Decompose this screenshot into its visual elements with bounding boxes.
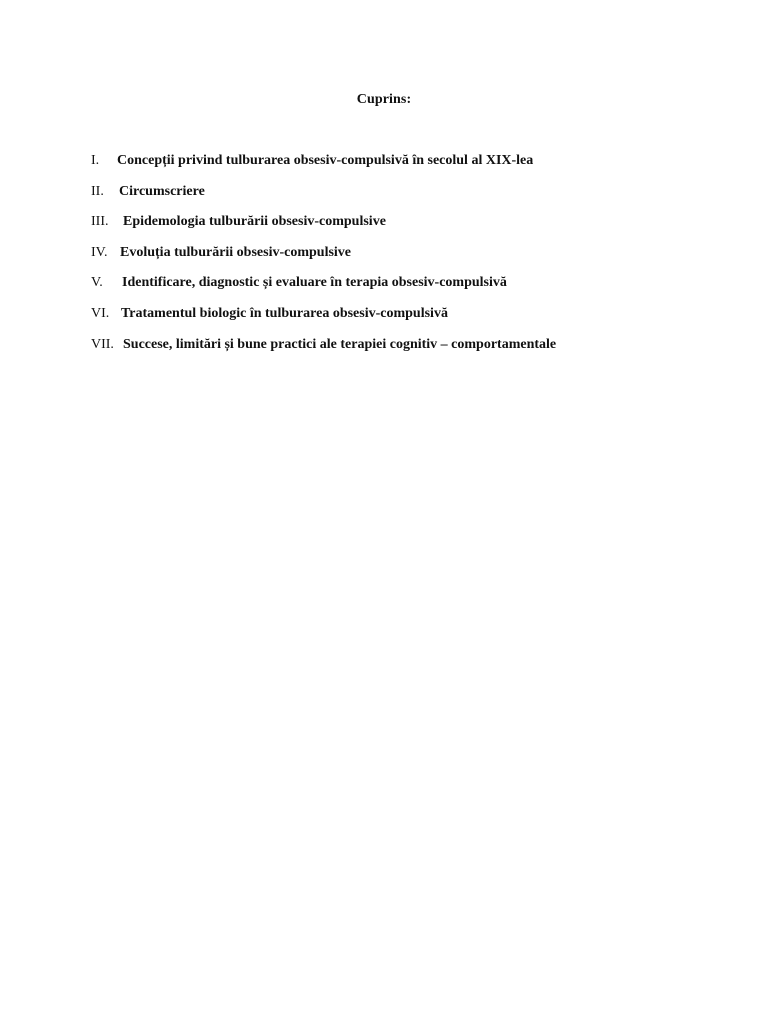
- toc-item-text: Tratamentul biologic în tulburarea obsesiv-compulsivă: [121, 305, 448, 321]
- toc-item-6: [91, 306, 711, 337]
- toc-item-text: Circumscriere: [119, 183, 205, 199]
- toc-item-5: [91, 275, 711, 306]
- toc-title: Cuprins:: [356, 92, 412, 107]
- table-of-contents: [91, 153, 711, 367]
- toc-item-text: Succese, limitări și bune practici ale terapiei cognitiv – comportamentale: [123, 336, 557, 352]
- toc-item-2: [91, 184, 711, 215]
- toc-item-text: Epidemologia tulburării obsesiv-compulsive: [123, 214, 386, 230]
- toc-item-7: [91, 337, 711, 368]
- toc-item-number: II.: [91, 183, 104, 199]
- toc-item-text: Evoluția tulburării obsesiv-compulsive: [120, 244, 352, 260]
- toc-item-number: VII.: [91, 336, 114, 352]
- toc-item-number: V.: [91, 275, 103, 291]
- toc-item-3: [91, 214, 711, 245]
- toc-item-number: I.: [91, 153, 100, 168]
- toc-item-text: Identificare, diagnostic și evaluare în terapia obsesiv-compulsivă: [122, 275, 507, 291]
- toc-item-4: [91, 245, 711, 276]
- toc-item-number: VI.: [91, 305, 110, 321]
- toc-item-number: IV.: [91, 244, 108, 260]
- toc-item-1: [91, 153, 711, 184]
- toc-item-number: III.: [91, 214, 109, 230]
- toc-item-text: Concepții privind tulburarea obsesiv-compulsivă în secolul al XIX-lea: [117, 153, 534, 168]
